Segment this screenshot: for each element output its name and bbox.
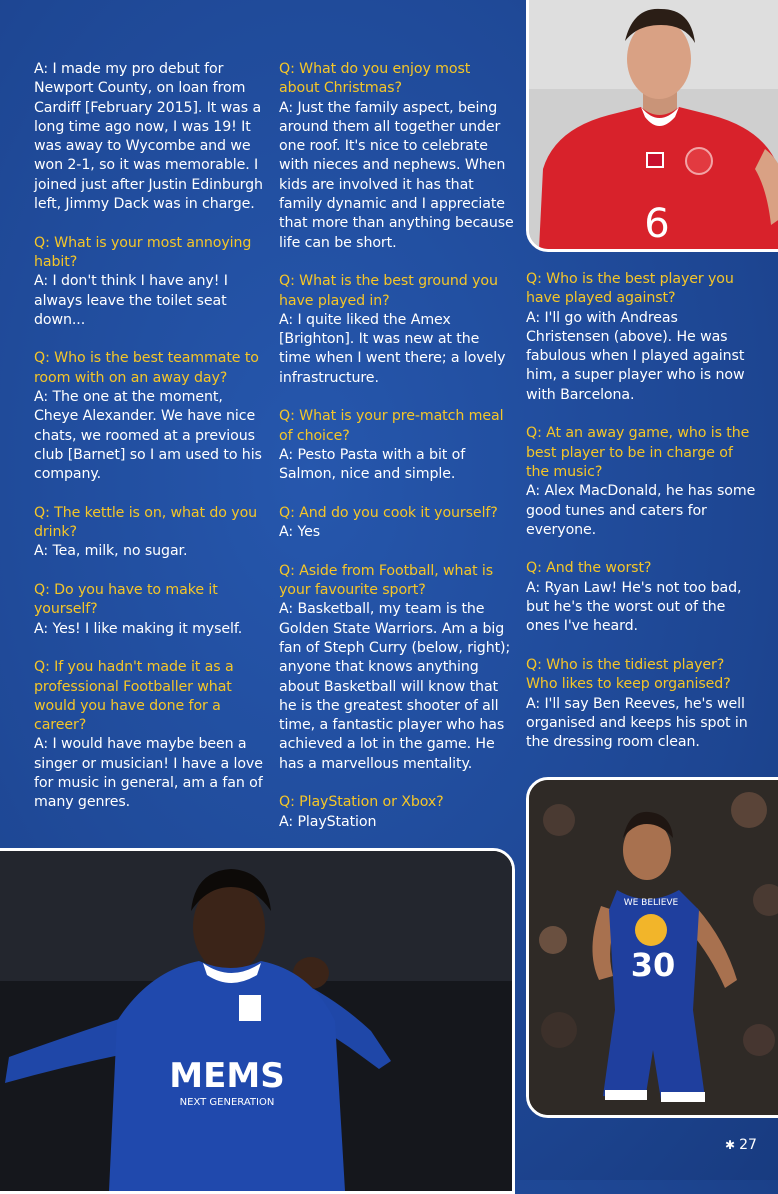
answer-text: A: Yes! I like making it myself.	[34, 620, 243, 637]
player-blue-kit-illustration	[0, 851, 512, 1191]
bottom-sponsor: MEMS	[169, 1056, 285, 1096]
basketball-player-illustration	[529, 780, 778, 1115]
answer-text: A: Alex MacDonald, he has some good tunes and caters for everyone.	[526, 483, 756, 538]
page-number	[725, 1137, 757, 1153]
question-text: Q: At an away game, who is the best player to be in charge of the music?	[526, 425, 750, 480]
qa-block	[34, 504, 270, 562]
qa-block	[526, 424, 758, 540]
question-text: Q: And do you cook it yourself?	[279, 504, 498, 521]
question-text: Q: What do you enjoy most about Christmas?	[279, 61, 471, 97]
qa-block	[526, 270, 758, 405]
answer-text: A: I made my pro debut for Newport County, on loan from Cardiff [February 2015]. It was a long time ago now, I was 19! It was away to Wycombe and we won 2-1, so it was memorable. I joined just after Justin Edinburgh left, Jimmy Dack was in charge.	[34, 61, 263, 213]
qa-block	[34, 234, 270, 330]
question-text: Q: PlayStation or Xbox?	[279, 794, 444, 811]
right-shirt-number: 30	[630, 946, 676, 984]
qa-block	[279, 562, 515, 774]
qa-block	[34, 60, 270, 214]
right-shirt-text: WE BELIEVE	[623, 898, 679, 908]
qa-block	[34, 581, 270, 639]
answer-text: A: Tea, milk, no sugar.	[34, 543, 188, 560]
qa-block	[279, 407, 515, 484]
answer-text: A: I don't think I have any! I always leave the toilet seat down...	[34, 273, 228, 328]
qa-block	[279, 60, 515, 253]
qa-block	[526, 559, 758, 636]
question-text: Q: And the worst?	[526, 560, 652, 577]
answer-text: A: PlayStation	[279, 813, 377, 830]
interview-column-3	[526, 270, 758, 772]
question-text: Q: The kettle is on, what do you drink?	[34, 504, 258, 541]
question-text: Q: Aside from Football, what is your favourite sport?	[279, 562, 494, 599]
club-crest-icon: ✱	[725, 1138, 736, 1152]
question-text: Q: If you hadn't made it as a professional Footballer what would you have done for a career?	[34, 659, 234, 734]
qa-block	[526, 656, 758, 752]
answer-text: A: Just the family aspect, being around them all together under one roof. It's nice to celebrate with nieces and nephews. When kids are involved it has that family dynamic and I appreciate that more than anything because life can be short.	[279, 99, 514, 251]
qa-block	[34, 349, 270, 484]
qa-block	[279, 504, 515, 543]
top-shirt-number: 6	[644, 201, 670, 247]
photo-steph-curry	[526, 777, 778, 1118]
qa-block	[279, 272, 515, 388]
question-text: Q: Who is the tidiest player? Who likes to keep organised?	[526, 656, 731, 693]
answer-text: A: Ryan Law! He's not too bad, but he's the worst out of the ones I've heard.	[526, 579, 742, 635]
answer-text: A: Yes	[279, 524, 321, 541]
answer-text: A: I'll go with Andreas Christensen (above). He was fabulous when I played against him, a super player who is now with Barcelona.	[526, 309, 745, 403]
player-red-shirt-illustration	[529, 0, 778, 249]
photo-andreas-christensen	[526, 0, 778, 252]
answer-text: A: The one at the moment, Cheye Alexander. We have nice chats, we roomed at a previous club [Barnet] so I am used to his company.	[34, 389, 262, 483]
answer-text: A: I'll say Ben Reeves, he's well organised and keeps his spot in the dressing room clean.	[526, 695, 748, 751]
photo-gillingham-player	[0, 848, 515, 1194]
bottom-sponsor-sub: NEXT GENERATION	[179, 1097, 275, 1108]
interview-column-2	[279, 60, 515, 851]
interview-column-1	[34, 60, 270, 832]
answer-text: A: I quite liked the Amex [Brighton]. It was new at the time when I went there; a lovely infrastructure.	[279, 311, 506, 386]
answer-text: A: Pesto Pasta with a bit of Salmon, nice and simple.	[279, 446, 466, 483]
answer-text: A: Basketball, my team is the Golden State Warriors. Am a big fan of Steph Curry (below, right); anyone that knows anything about Basketball will know that he is the greatest shooter of all time, a fantastic player who has achieved a lot in the game. He has a marvellous mentality.	[279, 601, 511, 772]
question-text: Q: What is your most annoying habit?	[34, 234, 252, 270]
question-text: Q: Do you have to make it yourself?	[34, 582, 218, 618]
question-text: Q: What is the best ground you have played in?	[279, 273, 498, 309]
qa-block	[34, 658, 270, 812]
page-number-value: 27	[739, 1137, 757, 1153]
qa-block	[279, 793, 515, 832]
answer-text: A: I would have maybe been a singer or musician! I have a love for music in general, am a fan of many genres.	[34, 736, 263, 811]
question-text: Q: What is your pre-match meal of choice?	[279, 408, 504, 444]
question-text: Q: Who is the best teammate to room with on an away day?	[34, 350, 259, 386]
question-text: Q: Who is the best player you have played against?	[526, 271, 734, 307]
